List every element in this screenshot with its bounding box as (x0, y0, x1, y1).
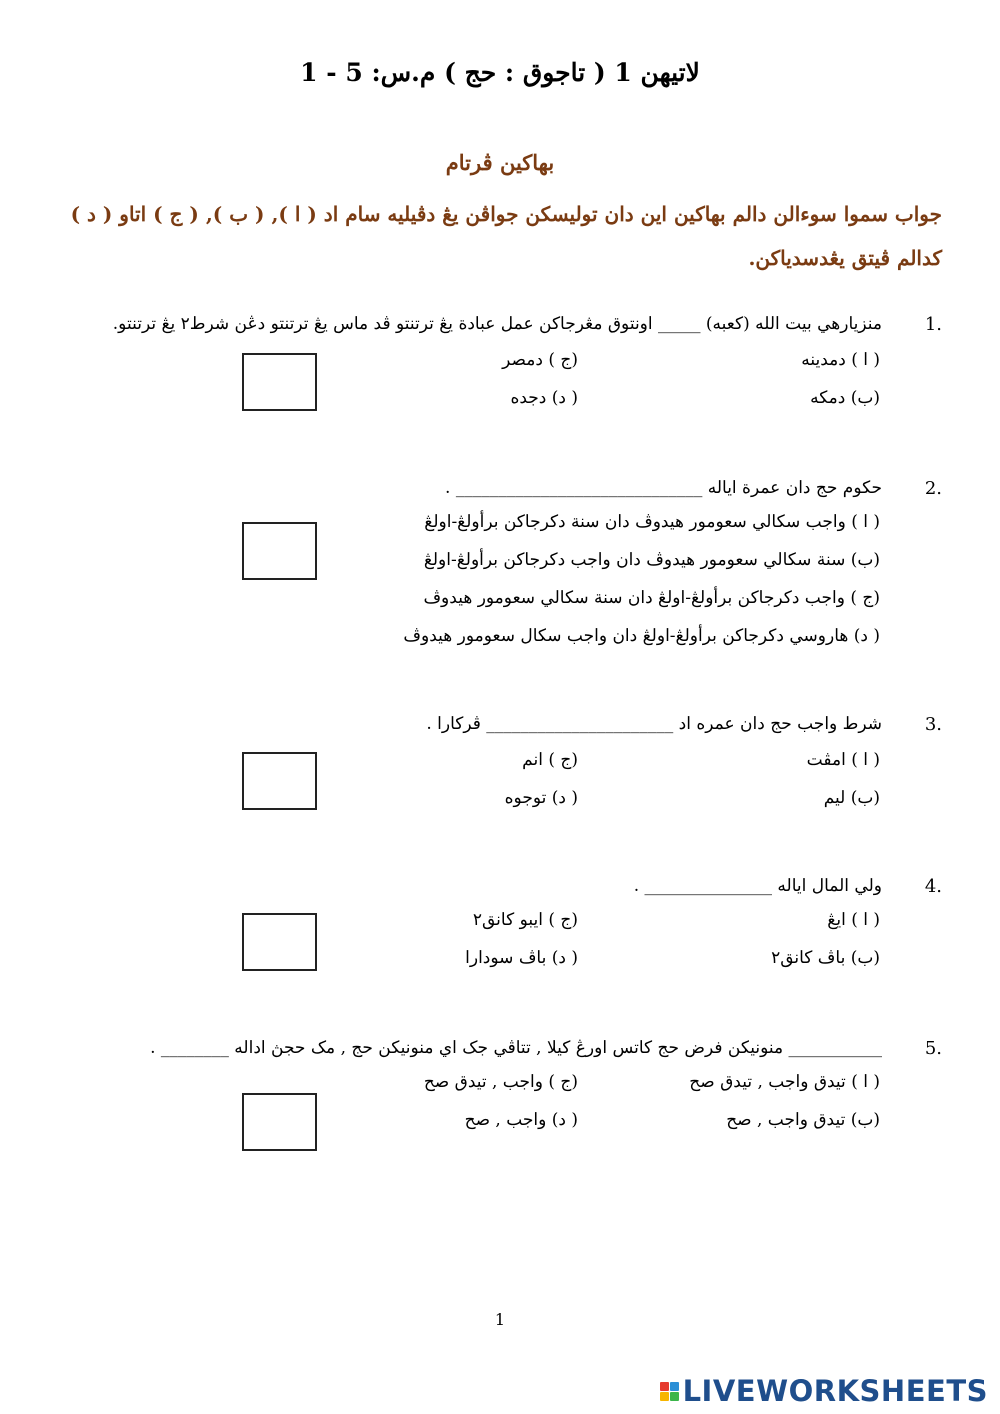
page-number: 1 (494, 1310, 506, 1329)
option-b: (ب) ليم (823, 788, 880, 808)
option-a: ( ا ) ايڠ (827, 910, 880, 930)
option-b: (ب) تيدق واجب , صح (726, 1110, 880, 1130)
brand-text: LIVEWORKSHEETS (682, 1374, 988, 1408)
option-d: ( د) دجده (510, 388, 578, 408)
answer-box-2[interactable] (242, 522, 317, 580)
page-title: لاتيهن 1 ( تاجوق : حج ) م.س: 5 - 1 (300, 58, 700, 87)
option-a: ( ا ) تيدق واجب , تيدق صح (689, 1072, 880, 1092)
question-number: 1. (924, 314, 942, 335)
instructions-heading: بهاكين ڤرتام (445, 150, 555, 175)
option-d: ( د) واجب , صح (464, 1110, 578, 1130)
option-c: (ج ) ايبو كانق٢ (472, 910, 578, 930)
answer-box-5[interactable] (242, 1093, 317, 1151)
option-a: ( ا ) دمدينه (801, 350, 880, 370)
option-a: ( ا ) امڤت (806, 750, 880, 770)
option-d: ( د) هاروسي دكرجاكن برأولڠ-اولڠ دان واجب سكال سعومور هيدوڤ (403, 626, 880, 646)
liveworksheets-brand[interactable] (660, 1374, 988, 1408)
question-text: حكوم حج دان عمرة اياله _____________________________ . (445, 478, 882, 498)
option-c: (ج ) واجب دكرجاكن برأولڠ-اولڠ دان سنة سكالي سعومور هيدوڤ (423, 588, 880, 608)
instructions-body: جواب سموا سوءالن دالم بهاكين اين دان توليسكن جواڤن يڠ دڤيليه سام اد ( ا ), ( ب ), ( ج ) اتاو ( د ) كدالم ڤيتق يڠدسدياكن. (70, 202, 942, 270)
option-b: (ب) سنة سكالي سعومور هيدوڤ دان واجب دكرجاكن برأولڠ-اولڠ (423, 550, 880, 570)
option-d: ( د) باڤ سودارا (465, 948, 578, 968)
option-c: (ج ) انم (522, 750, 578, 770)
answer-box-3[interactable] (242, 752, 317, 810)
answer-box-1[interactable] (242, 353, 317, 411)
option-a: ( ا ) واجب سكالي سعومور هيدوڤ دان سنة دكرجاكن برأولڠ-اولڠ (424, 512, 880, 532)
question-text: ولي المال اياله _______________ . (633, 876, 882, 896)
liveworksheets-logo-icon (660, 1382, 679, 1401)
question-number: 3. (924, 714, 942, 735)
question-text: شرط واجب حج دان عمره اد ______________________ ڤركارا . (426, 714, 882, 734)
answer-box-4[interactable] (242, 913, 317, 971)
question-number: 5. (924, 1038, 942, 1059)
option-b: (ب) باڤ كانق٢ (771, 948, 880, 968)
question-number: 2. (924, 478, 942, 499)
option-b: (ب) دمكه (810, 388, 880, 408)
question-text: ___________ منونيكن فرض حج كاتس اورڠ كيلا , تتاڤي جک اي منونيكن حج , مک حجڽ اداله ________ . (150, 1038, 882, 1058)
option-c: (ج ) دمصر (502, 350, 578, 370)
option-d: ( د) توجوه (504, 788, 578, 808)
question-number: 4. (924, 876, 942, 897)
option-c: (ج ) واجب , تيدق صح (423, 1072, 578, 1092)
question-text: منزيارهي بيت الله (كعبه) _____ اونتوق مڠرجاكن عمل عبادة يڠ ترتنتو ڤد ماس يڠ ترتنتو دڠن شرط٢ يڠ ترتنتو. (112, 314, 882, 334)
